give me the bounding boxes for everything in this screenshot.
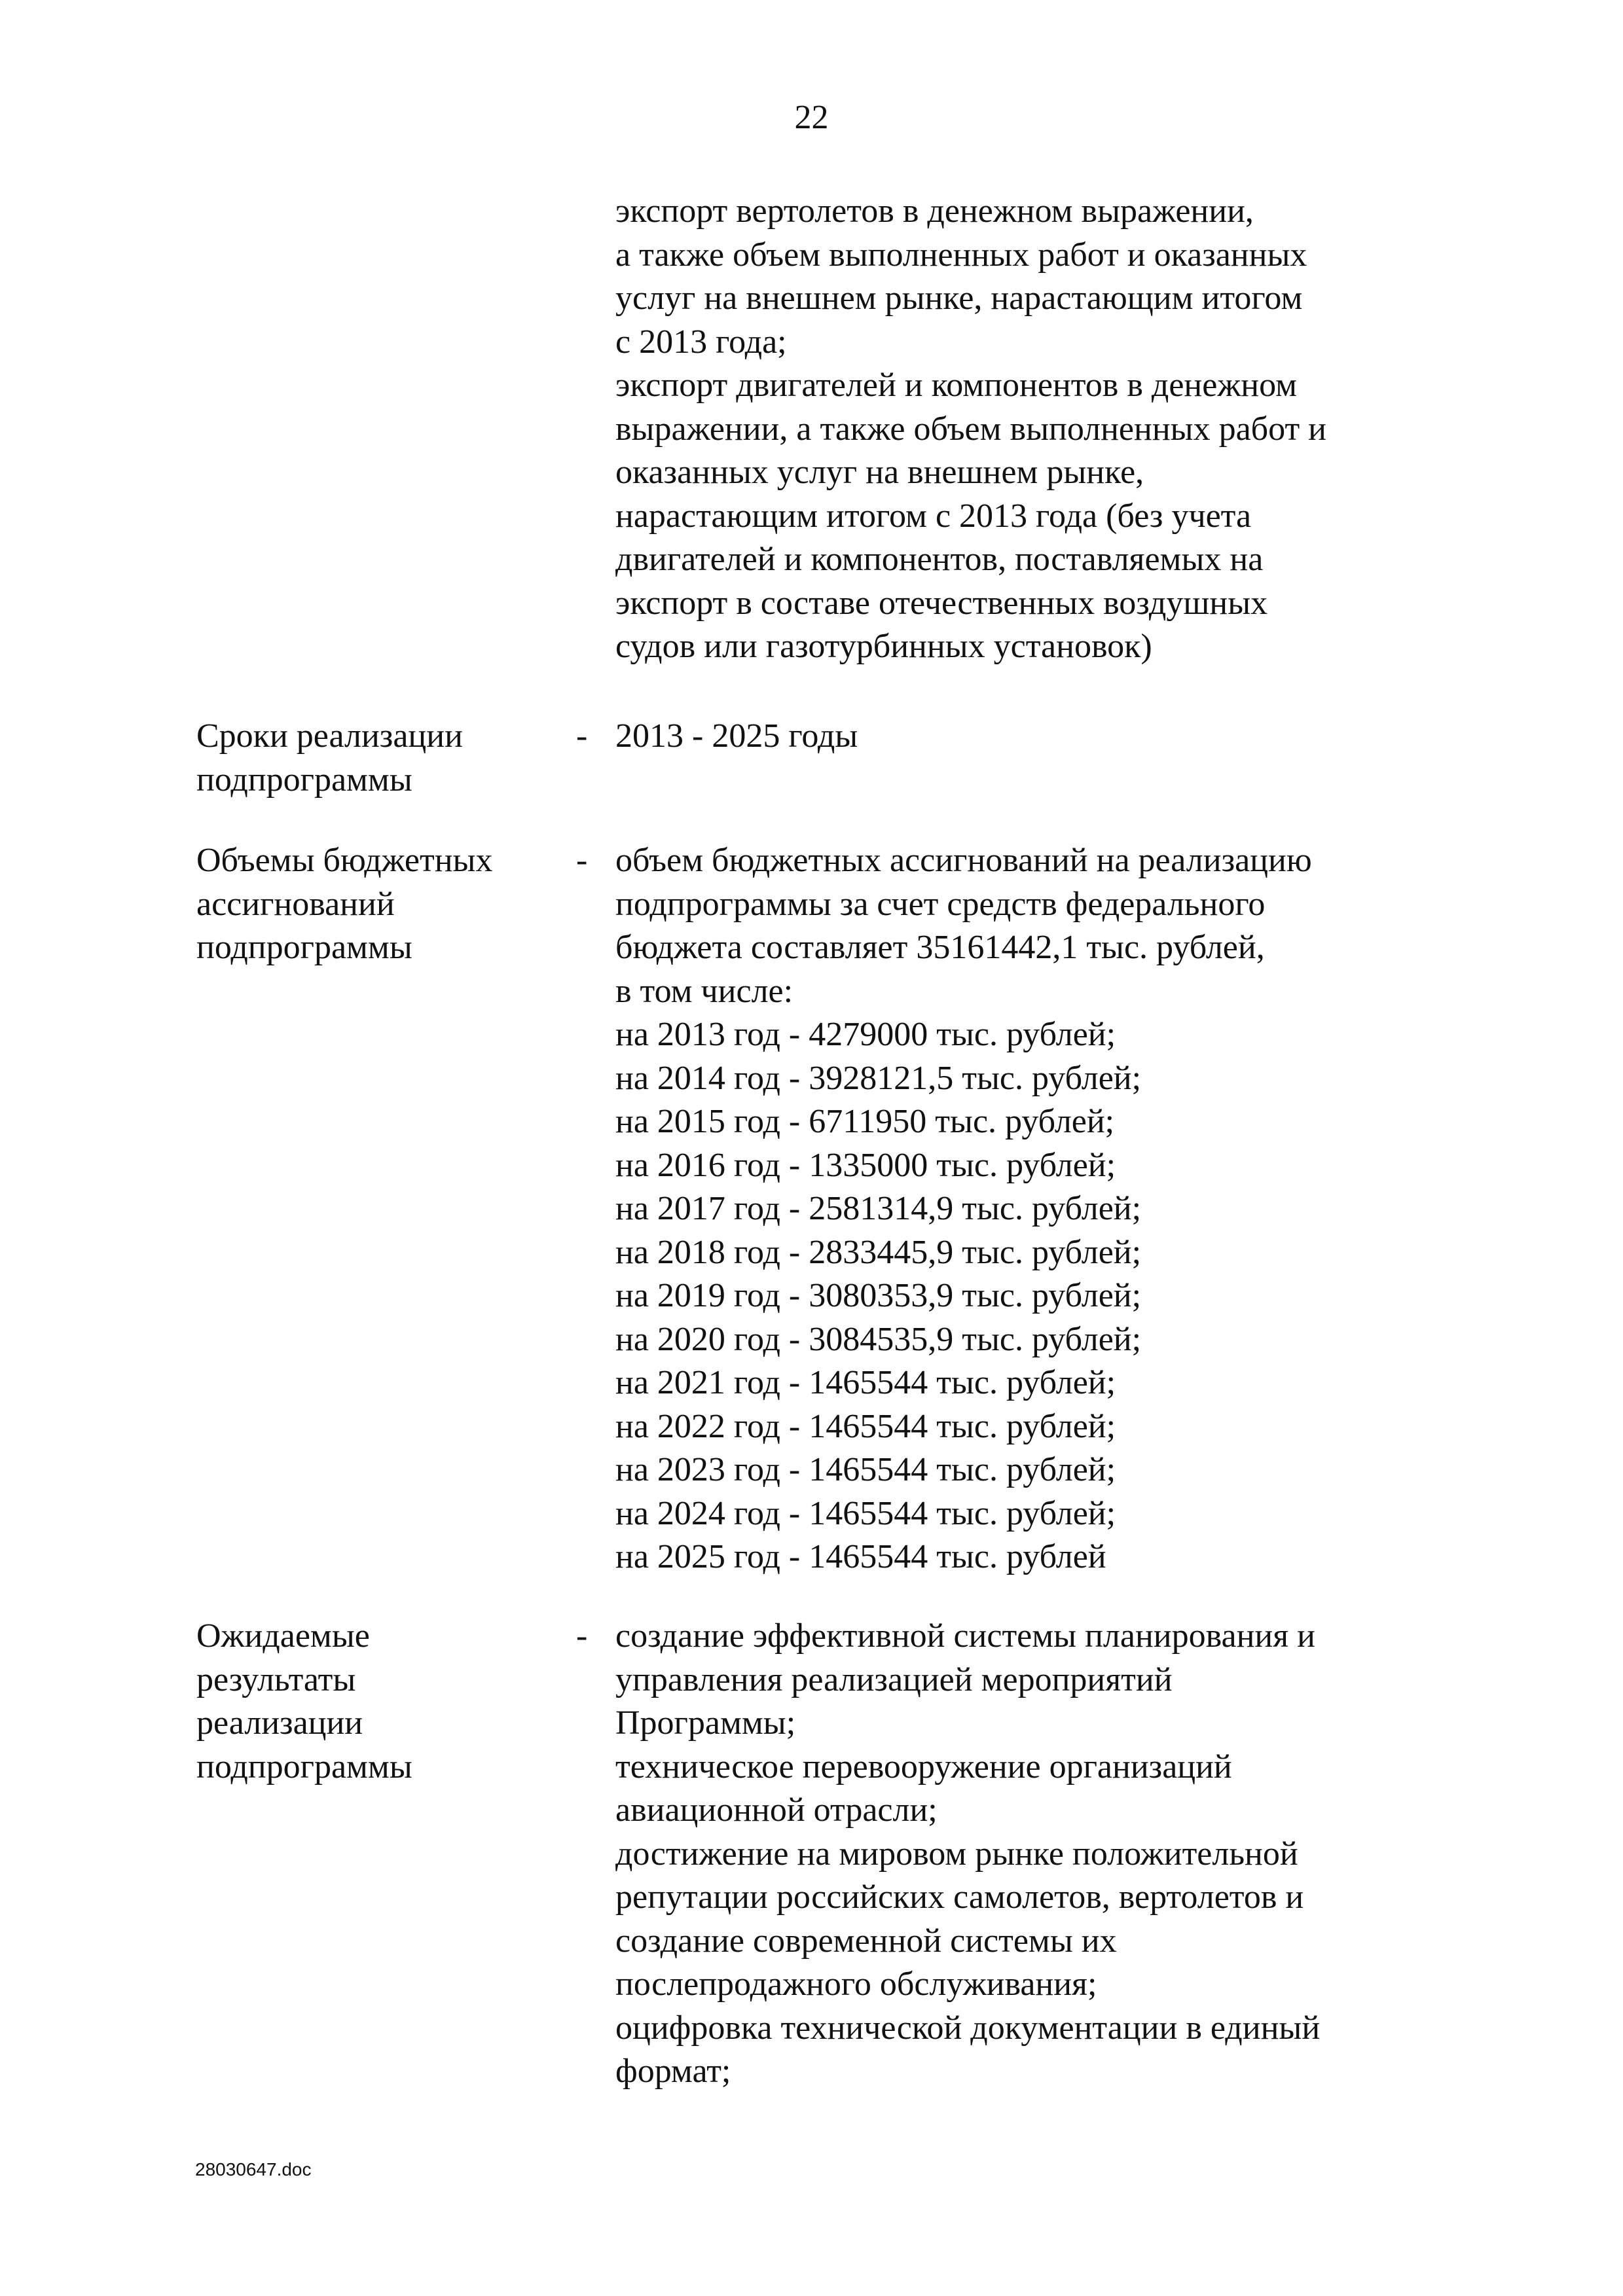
text-line: нарастающим итогом с 2013 года (без учета: [615, 497, 1252, 535]
text-line: репутации российских самолетов, вертолетов и: [615, 1878, 1304, 1916]
text-line: судов или газотурбинных установок): [615, 628, 1152, 665]
label-line: ассигнований: [196, 885, 395, 923]
text-line: на 2018 год - 2833445,9 тыс. рублей;: [615, 1233, 1142, 1271]
text-line: двигателей и компонентов, поставляемых на: [615, 541, 1264, 578]
label-line: результаты: [196, 1660, 356, 1698]
text-line: на 2022 год - 1465544 тыс. рублей;: [615, 1407, 1116, 1445]
section-dash: -: [576, 1617, 588, 1655]
section-value-timeline: [615, 715, 1545, 759]
label-line: подпрограммы: [196, 1748, 412, 1785]
text-line: подпрограммы за счет средств федерального: [615, 885, 1266, 923]
text-line: в том числе:: [615, 972, 793, 1010]
text-line: на 2017 год - 2581314,9 тыс. рублей;: [615, 1190, 1142, 1227]
text-line: на 2025 год - 1465544 тыс. рублей: [615, 1538, 1106, 1575]
page-number: 22: [794, 99, 829, 136]
text-line: экспорт вертолетов в денежном выражении,: [615, 192, 1254, 230]
label-line: Объемы бюджетных: [196, 842, 493, 879]
section-value-budget: [615, 839, 1545, 1579]
text-line: выражении, а также объем выполненных работ и: [615, 410, 1327, 448]
text-line: на 2021 год - 1465544 тыс. рублей;: [615, 1364, 1116, 1401]
text-line: экспорт двигателей и компонентов в денежном: [615, 367, 1297, 404]
text-line: создание эффективной системы планирования и: [615, 1617, 1315, 1655]
section-label-timeline: [196, 715, 563, 802]
text-line: на 2019 год - 3080353,9 тыс. рублей;: [615, 1277, 1142, 1314]
label-line: подпрограммы: [196, 761, 412, 798]
text-line: формат;: [615, 2053, 731, 2090]
label-line: Сроки реализации: [196, 717, 463, 755]
text-line: достижение на мировом рынке положительной: [615, 1835, 1298, 1873]
text-line: экспорт в составе отечественных воздушных: [615, 584, 1268, 622]
label-line: реализации: [196, 1704, 363, 1742]
text-line: авиационной отрасли;: [615, 1791, 938, 1829]
text-line: на 2014 год - 3928121,5 тыс. рублей;: [615, 1059, 1142, 1097]
section-label-budget: [196, 839, 563, 970]
text-line: с 2013 года;: [615, 323, 787, 361]
label-line: Ожидаемые: [196, 1617, 370, 1655]
section-dash: -: [576, 842, 588, 879]
text-line: а также объем выполненных работ и оказанных: [615, 236, 1307, 274]
text-line: управления реализацией мероприятий: [615, 1660, 1173, 1698]
text-line: оцифровка технической документации в единый: [615, 2009, 1321, 2047]
text-line: на 2015 год - 6711950 тыс. рублей;: [615, 1103, 1115, 1140]
text-line: объем бюджетных ассигнований на реализацию: [615, 842, 1312, 879]
document-filename: 28030647.doc: [195, 2159, 312, 2179]
section-label-results: [196, 1615, 563, 1789]
text-line: послепродажного обслуживания;: [615, 1965, 1097, 2003]
text-line: на 2013 год - 4279000 тыс. рублей;: [615, 1016, 1116, 1053]
text-line: создание современной системы их: [615, 1922, 1117, 1960]
text-line: техническое перевооружение организаций: [615, 1748, 1232, 1785]
text-line: на 2023 год - 1465544 тыс. рублей;: [615, 1451, 1116, 1488]
text-line: на 2024 год - 1465544 тыс. рублей;: [615, 1494, 1116, 1532]
section-value-results: [615, 1615, 1545, 2094]
text-line: 2013 - 2025 годы: [615, 717, 858, 755]
section-dash: -: [576, 717, 588, 755]
text-line: оказанных услуг на внешнем рынке,: [615, 454, 1144, 491]
text-line: на 2020 год - 3084535,9 тыс. рублей;: [615, 1320, 1142, 1358]
text-line: Программы;: [615, 1704, 796, 1742]
text-line: услуг на внешнем рынке, нарастающим итогом: [615, 279, 1303, 317]
continuation-text: [615, 190, 1545, 669]
label-line: подпрограммы: [196, 929, 412, 966]
text-line: на 2016 год - 1335000 тыс. рублей;: [615, 1146, 1116, 1184]
text-line: бюджета составляет 35161442,1 тыс. рублей,: [615, 929, 1265, 966]
